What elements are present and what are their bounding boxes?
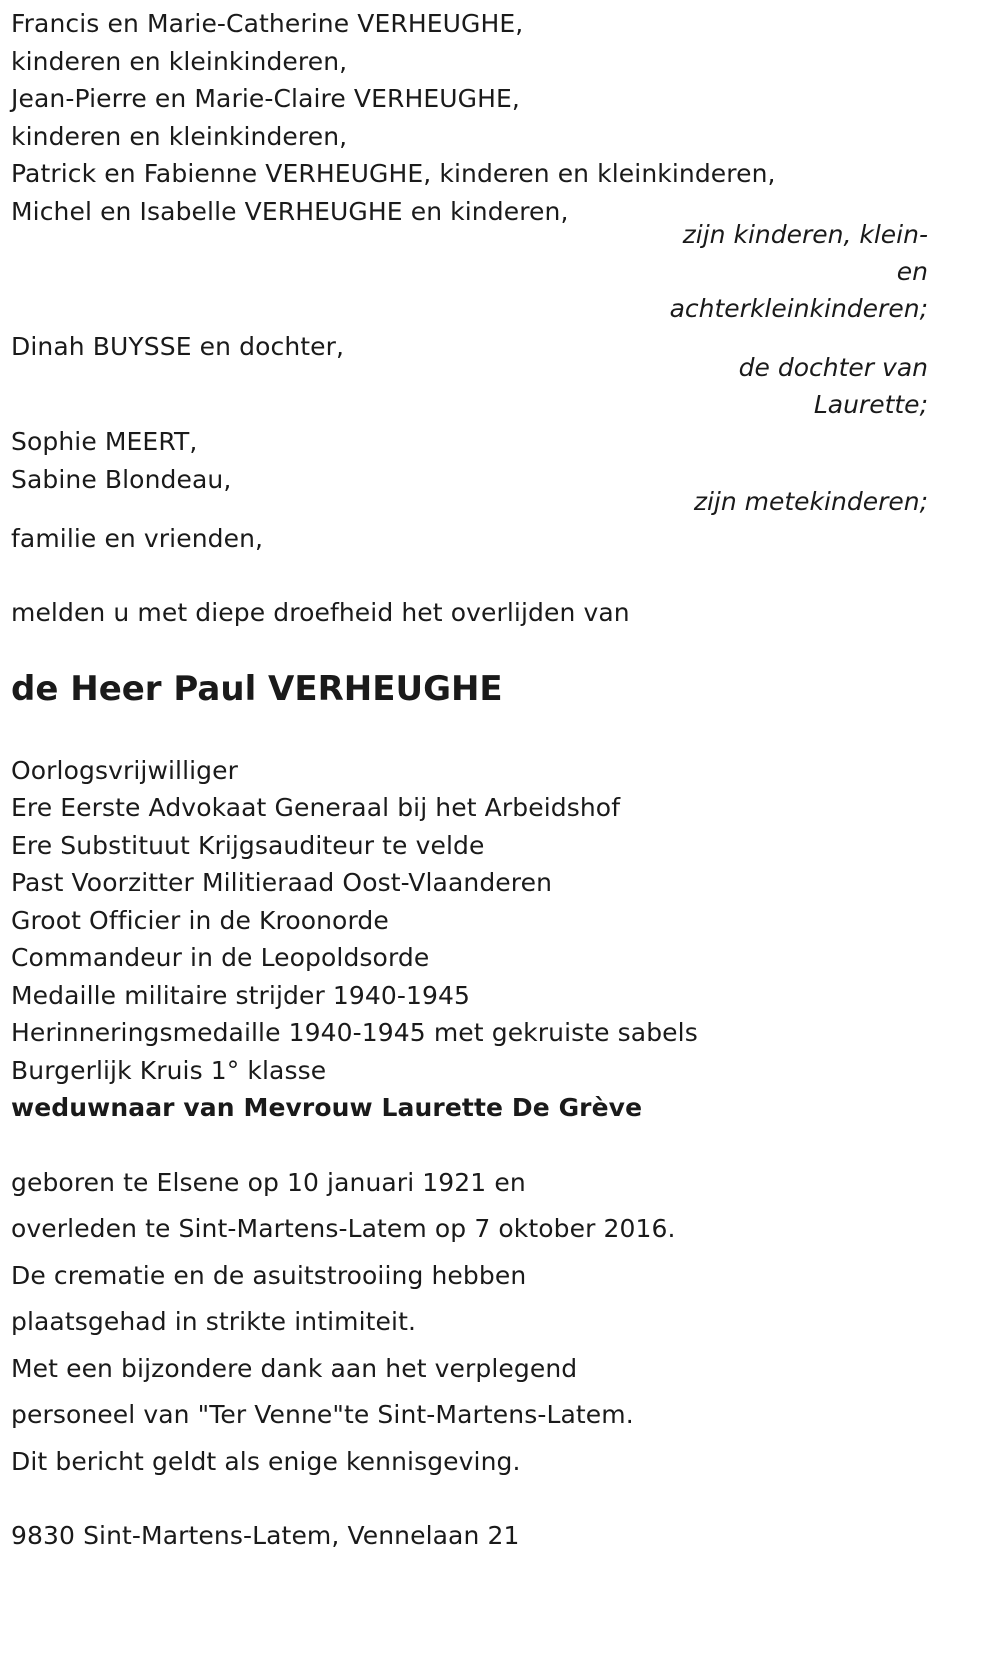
children-role: en: [896, 257, 928, 286]
detail-line: De crematie en de asuitstrooiing hebben: [11, 1261, 527, 1290]
children-role: zijn kinderen, klein-: [682, 220, 928, 249]
title-line: Groot Officier in de Kroonorde: [11, 906, 389, 935]
detail-line: overleden te Sint-Martens-Latem op 7 oktober 2016.: [11, 1214, 676, 1243]
family-line: Patrick en Fabienne VERHEUGHE, kinderen en kleinkinderen,: [11, 159, 776, 188]
detail-line: Met een bijzondere dank aan het verplegend: [11, 1354, 578, 1383]
family-line: Francis en Marie-Catherine VERHEUGHE,: [11, 9, 524, 38]
family-line: kinderen en kleinkinderen,: [11, 47, 348, 76]
detail-line: personeel van "Ter Venne"te Sint-Martens-Latem.: [11, 1400, 634, 1429]
detail-line: plaatsgehad in strikte intimiteit.: [11, 1307, 417, 1336]
address: 9830 Sint-Martens-Latem, Vennelaan 21: [11, 1521, 520, 1550]
deceased-name: de Heer Paul VERHEUGHE: [11, 669, 503, 709]
title-line: Burgerlijk Kruis 1° klasse: [11, 1056, 327, 1085]
detail-line: Dit bericht geldt als enige kennisgeving.: [11, 1447, 521, 1476]
godchild-line: Sophie MEERT,: [11, 427, 198, 456]
title-line: Oorlogsvrijwilliger: [11, 756, 239, 785]
children-role: achterkleinkinderen;: [669, 294, 928, 323]
daughter-role: Laurette;: [813, 390, 928, 419]
detail-line: geboren te Elsene op 10 januari 1921 en: [11, 1168, 526, 1197]
announcement-text: melden u met diepe droefheid het overlijden van: [11, 598, 630, 627]
family-line: Jean-Pierre en Marie-Claire VERHEUGHE,: [11, 84, 520, 113]
title-line: Past Voorzitter Militieraad Oost-Vlaanderen: [11, 868, 553, 897]
title-line: Herinneringsmedaille 1940-1945 met gekruiste sabels: [11, 1018, 698, 1047]
title-line: Commandeur in de Leopoldsorde: [11, 943, 430, 972]
family-line: Michel en Isabelle VERHEUGHE en kinderen,: [11, 197, 569, 226]
title-line: Ere Substituut Krijgsauditeur te velde: [11, 831, 485, 860]
widower-line: weduwnaar van Mevrouw Laurette De Grève: [11, 1093, 643, 1122]
family-line: kinderen en kleinkinderen,: [11, 122, 348, 151]
title-line: Medaille militaire strijder 1940-1945: [11, 981, 471, 1010]
daughter-line: Dinah BUYSSE en dochter,: [11, 332, 345, 361]
daughter-role: de dochter van: [738, 353, 928, 382]
godchild-line: Sabine Blondeau,: [11, 465, 232, 494]
others-line: familie en vrienden,: [11, 524, 264, 553]
godchildren-role: zijn metekinderen;: [693, 487, 928, 516]
title-line: Ere Eerste Advokaat Generaal bij het Arbeidshof: [11, 793, 621, 822]
